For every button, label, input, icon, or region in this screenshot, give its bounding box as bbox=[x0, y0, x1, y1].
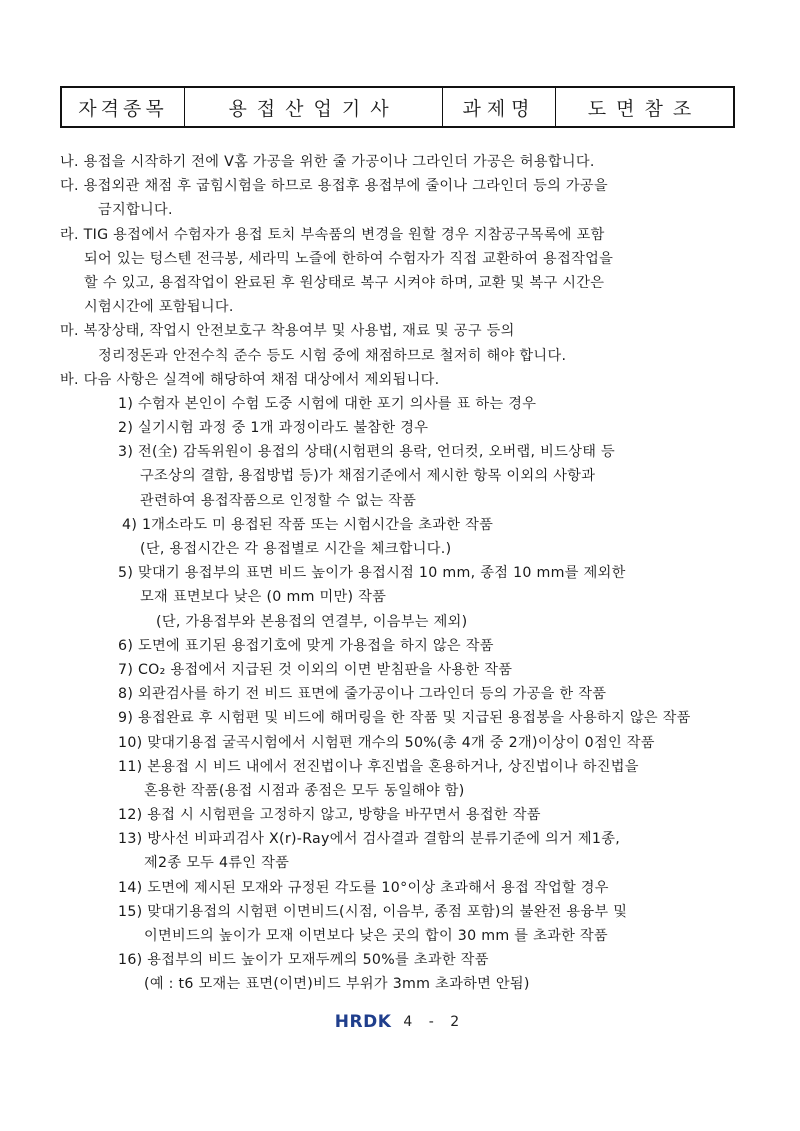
text-line: 6) 도면에 표기된 용접기호에 맞게 가용접을 하지 않은 작품 bbox=[118, 637, 494, 654]
text-line: (단, 용접시간은 각 용접별로 시간을 체크합니다.) bbox=[140, 541, 452, 557]
field-label: 자격종목 bbox=[62, 88, 185, 126]
text-line: 1) 수험자 본인이 수험 도중 시험에 대한 포기 의사를 표 하는 경우 bbox=[118, 395, 537, 412]
text-line: 10) 맞대기용접 굴곡시험에서 시험편 개수의 50%(총 4개 중 2개)이상이 0점인 작품 bbox=[118, 734, 655, 751]
page-footer bbox=[0, 1012, 800, 1032]
text-line: 이면비드의 높이가 모재 이면보다 낮은 곳의 합이 30 mm 를 초과한 작품 bbox=[144, 928, 608, 944]
field-value: 용접산업기사 bbox=[185, 88, 443, 126]
text-line: 8) 외관검사를 하기 전 비드 표면에 줄가공이나 그라인더 등의 가공을 한 작품 bbox=[118, 686, 607, 703]
text-line: 구조상의 결함, 용접방법 등)가 채점기준에서 제시한 항목 이외의 사항과 bbox=[140, 468, 596, 485]
header-table bbox=[60, 86, 735, 128]
text-line: 제2종 모두 4류인 작품 bbox=[144, 855, 290, 872]
text-line: 12) 용접 시 시험편을 고정하지 않고, 방향을 바꾸면서 용접한 작품 bbox=[118, 807, 541, 824]
text-line: 13) 방사선 비파괴검사 X(r)-Ray에서 검사결과 결함의 분류기준에 의거 제1종, bbox=[118, 831, 621, 848]
text-line: 4) 1개소라도 미 용접된 작품 또는 시험시간을 초과한 작품 bbox=[122, 516, 494, 533]
text-line: (단, 가용접부와 본용접의 연결부, 이음부는 제외) bbox=[156, 613, 468, 630]
text-line: 나. 용접을 시작하기 전에 V홈 가공을 위한 줄 가공이나 그라인더 가공은 허용합니다. bbox=[60, 154, 595, 170]
text-line: 라. TIG 용접에서 수험자가 용접 토치 부속품의 변경을 원할 경우 지참공구목록에 포함 bbox=[60, 226, 605, 243]
text-line: 혼용한 작품(용접 시점과 종점은 모두 동일해야 함) bbox=[144, 782, 465, 799]
text-line: 3) 전(全) 감독위원이 용접의 상태(시험편의 용락, 언더컷, 오버랩, 비드상태 등 bbox=[118, 444, 616, 461]
text-line: 7) CO₂ 용접에서 지급된 것 이외의 이면 받침판을 사용한 작품 bbox=[118, 661, 513, 678]
text-line: 11) 본용접 시 비드 내에서 전진법이나 후진법을 혼용하거나, 상진법이나 하진법을 bbox=[118, 758, 639, 775]
text-line: 모재 표면보다 낮은 (0 mm 미만) 작품 bbox=[140, 589, 387, 606]
task-label: 과제명 bbox=[443, 88, 556, 126]
text-line: 5) 맞대기 용접부의 표면 비드 높이가 용접시점 10 mm, 종점 10 mm를 제외한 bbox=[118, 565, 626, 582]
document-body bbox=[60, 150, 750, 997]
text-line: 되어 있는 텅스텐 전극봉, 세라믹 노즐에 한하여 수험자가 직접 교환하여 용접작업을 bbox=[84, 250, 614, 267]
text-line: (예 : t6 모재는 표면(이면)비드 부위가 3mm 초과하면 안됨) bbox=[144, 976, 530, 993]
text-line: 다. 용접외관 채점 후 굽힘시험을 하므로 용접후 용접부에 줄이나 그라인더 등의 가공을 bbox=[60, 178, 608, 195]
text-line: 9) 용접완료 후 시험편 및 비드에 해머링을 한 작품 및 지급된 용접봉을 사용하지 않은 작품 bbox=[118, 710, 691, 727]
text-line: 관련하여 용접작품으로 인정할 수 없는 작품 bbox=[140, 492, 417, 509]
text-line: 2) 실기시험 과정 중 1개 과정이라도 불참한 경우 bbox=[118, 420, 429, 437]
text-line: 금지합니다. bbox=[98, 202, 173, 219]
text-line: 바. 다음 사항은 실격에 해당하여 채점 대상에서 제외됩니다. bbox=[60, 371, 440, 388]
text-line: 15) 맞대기용접의 시험편 이면비드(시점, 이음부, 종점 포함)의 불완전 용융부 및 bbox=[118, 903, 628, 920]
hrdk-logo: HRDK bbox=[334, 1012, 392, 1032]
page-number: 4 - 2 bbox=[403, 1014, 466, 1030]
text-line: 정리정돈과 안전수칙 준수 등도 시험 중에 채점하므로 철저히 해야 합니다. bbox=[98, 347, 567, 364]
text-line: 마. 복장상태, 작업시 안전보호구 착용여부 및 사용법, 재료 및 공구 등의 bbox=[60, 323, 515, 340]
text-line: 16) 용접부의 비드 높이가 모재두께의 50%를 초과한 작품 bbox=[118, 952, 489, 969]
text-line: 14) 도면에 제시된 모재와 규정된 각도를 10°이상 초과해서 용접 작업할 경우 bbox=[118, 879, 609, 896]
task-value: 도면참조 bbox=[587, 97, 702, 120]
text-line: 할 수 있고, 용접작업이 완료된 후 원상태로 복구 시켜야 하며, 교환 및 복구 시간은 bbox=[84, 274, 605, 291]
text-line: 시험시간에 포함됩니다. bbox=[84, 299, 234, 316]
